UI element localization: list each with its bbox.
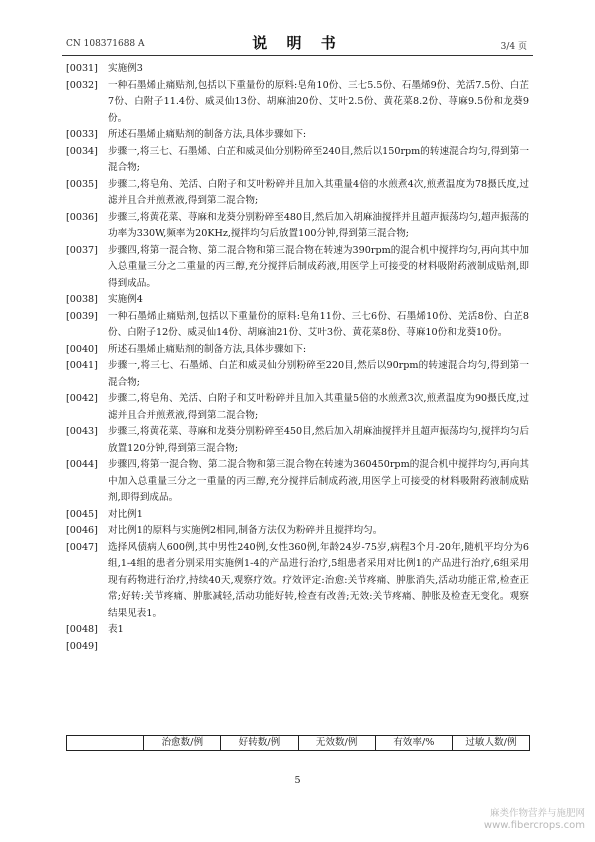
paragraph xyxy=(66,309,529,342)
page-indicator: 3/4 页 xyxy=(500,42,527,52)
paragraph-number: [0039] xyxy=(66,310,98,322)
paragraph-text: 步骤二,将皂角、羌活、白附子和艾叶粉碎并且加入其重量5倍的水煎煮3次,煎煮温度为90摄氏度,过滤并且合并煎煮液,得到第二混合物; xyxy=(108,393,529,421)
paragraph-text: 步骤四,将第一混合物、第二混合物和第三混合物在转速为360450rpm的混合机中搅拌均匀,再向其中加入总重量三分之一重量的丙三醇,充分搅拌后制成药液,用医学上可接受的材料吸附药液制成贴剂,即得到成品。 xyxy=(108,459,529,503)
paragraph-number: [0043] xyxy=(66,426,98,437)
site-watermark xyxy=(484,808,585,832)
paragraph xyxy=(66,523,529,540)
paragraph-text: 步骤一,将三七、石墨烯、白芷和威灵仙分别粉碎至220目,然后以90rpm的转速混合均匀,得到第一混合物; xyxy=(108,360,529,388)
paragraph xyxy=(66,507,529,524)
paragraph-number: [0037] xyxy=(66,244,98,256)
table-header-improved: 好转数/例 xyxy=(220,736,297,750)
paragraph xyxy=(66,210,529,243)
paragraph xyxy=(66,243,529,293)
paragraph-text: 表1 xyxy=(108,624,124,635)
paragraph-text: 所述石墨烯止痛贴剂的制备方法,具体步骤如下: xyxy=(108,343,307,355)
patent-number: CN 108371688 A xyxy=(66,39,145,49)
paragraph-number: [0033] xyxy=(66,129,98,140)
paragraph-text: 实施例4 xyxy=(108,294,143,305)
paragraph-text: 对比例1的原料与实施例2相同,制备方法仅为粉碎并且搅拌均匀。 xyxy=(108,525,383,536)
document-title: 说 明 书 xyxy=(252,34,343,52)
paragraph xyxy=(66,61,529,78)
paragraph-number: [0035] xyxy=(66,178,98,190)
paragraph xyxy=(66,342,529,359)
paragraph-text: 步骤二,将皂角、羌活、白附子和艾叶粉碎并且加入其重量4倍的水煎煮4次,煎煮温度为78摄氏度,过滤并且合并煎煮液,得到第二混合物; xyxy=(108,178,529,206)
header-divider xyxy=(62,55,533,56)
paragraph-text xyxy=(108,639,529,656)
paragraph xyxy=(66,622,529,639)
paragraph-number: [0040] xyxy=(66,343,98,355)
document-body xyxy=(66,61,529,655)
paragraph-number: [0047] xyxy=(66,541,98,553)
paragraph-number: [0031] xyxy=(66,63,98,74)
paragraph-text: 步骤四,将第一混合物、第二混合物和第三混合物在转速为390rpm的混合机中搅拌均匀,再向其中加入总重量三分之二重量的丙三醇,充分搅拌后制成药液,用医学上可接受的材料吸附药液制成贴剂,即得到成品。 xyxy=(108,244,529,289)
paragraph-text: 对比例1 xyxy=(108,508,143,520)
paragraph xyxy=(66,391,529,424)
table-header-efficacy-rate: 有效率/% xyxy=(375,736,452,750)
table-header-cell xyxy=(67,736,143,750)
watermark-site-name: 麻类作物营养与施肥网 xyxy=(489,808,585,819)
paragraph xyxy=(66,144,529,177)
table-header-allergy-count: 过敏人数/例 xyxy=(452,736,529,750)
paragraph-text: 步骤三,将黄花菜、荨麻和龙葵分别粉碎至450目,然后加入胡麻油搅拌并且超声振荡均匀,搅拌均匀后放置120分钟,得到第三混合物; xyxy=(108,426,529,454)
paragraph-number: [0046] xyxy=(66,525,98,536)
paragraph-text: 一种石墨烯止痛贴剂,包括以下重量份的原料:皂角10份、三七5.5份、石墨烯9份、羌活7.5份、白芷7份、白附子11.4份、威灵仙13份、胡麻油20份、艾叶2.5份、黄花菜8.2份、荨麻9.5份和龙葵9份。 xyxy=(108,79,529,124)
paragraph xyxy=(66,457,529,507)
paragraph-number: [0049] xyxy=(66,640,98,652)
page-header xyxy=(0,0,595,56)
table-header-ineffective: 无效数/例 xyxy=(298,736,375,750)
paragraph-text: 选择风债病人600例,其中男性240例,女性360例,年龄24岁-75岁,病程3个月-20年,随机平均分为6组,1-4组的患者分别采用实施例1-4的产品进行治疗,5组患者采用对比例1的产品进行治疗,6组采用现有药物进行治疗,持续40天,观察疗效。疗效评定:治愈:关节疼痛、肿胀消失,活动功能正常,检查正常;好转:关节疼痛、肿胀减轻,活动功能好转,检查有改善;无效:关节疼痛、肿胀及检查无变化。观察结果见表1。 xyxy=(108,541,529,619)
paragraph-text: 步骤一,将三七、石墨烯、白芷和威灵仙分别粉碎至240目,然后以150rpm的转速混合均匀,得到第一混合物; xyxy=(108,145,529,173)
table-header-cured: 治愈数/例 xyxy=(143,736,220,750)
paragraph-number: [0048] xyxy=(66,624,98,635)
paragraph-text: 所述石墨烯止痛贴剂的制备方法,具体步骤如下: xyxy=(108,129,307,140)
paragraph-number: [0032] xyxy=(66,79,98,91)
paragraph-text: 一种石墨烯止痛贴剂,包括以下重量份的原料:皂角11份、三七6份、石墨烯10份、羌活8份、白芷8份、白附子12份、威灵仙14份、胡麻油21份、艾叶3份、黄花菜8份、荨麻10份和龙葵10份。 xyxy=(108,310,529,338)
paragraph-text: 步骤三,将黄花菜、荨麻和龙葵分别粉碎至480目,然后加入胡麻油搅拌并且超声振荡均匀,超声振荡的功率为330W,频率为20KHz,搅拌均匀后放置100分钟,得到第三混合物; xyxy=(108,211,529,239)
table-1-header-row xyxy=(66,735,530,751)
paragraph-text: 实施例3 xyxy=(108,63,143,74)
paragraph-number: [0038] xyxy=(66,294,98,305)
paragraph xyxy=(66,177,529,210)
paragraph xyxy=(66,292,529,309)
paragraph-number: [0042] xyxy=(66,393,98,404)
paragraph xyxy=(66,424,529,457)
paragraph-number: [0034] xyxy=(66,145,98,157)
paragraph xyxy=(66,358,529,391)
paragraph-number: [0036] xyxy=(66,211,98,223)
paragraph xyxy=(66,639,529,656)
watermark-url: www.fibercrops.com xyxy=(483,820,585,831)
paragraph-number: [0041] xyxy=(66,360,98,371)
paragraph xyxy=(66,127,529,144)
page-number: 5 xyxy=(294,775,301,786)
paragraph-number: [0044] xyxy=(66,459,98,470)
paragraph-number: [0045] xyxy=(66,508,98,520)
paragraph xyxy=(66,78,529,128)
paragraph xyxy=(66,540,529,623)
